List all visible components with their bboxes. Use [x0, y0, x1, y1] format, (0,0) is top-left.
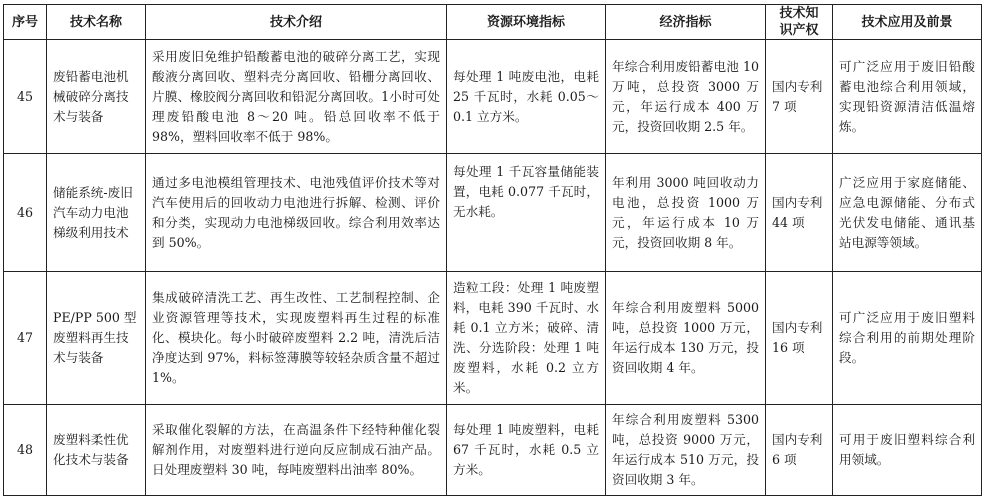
cell-ip: 国内专利 44 项 — [766, 154, 833, 272]
cell-intro: 集成破碎清洗工艺、再生改性、工艺制程控制、企业资源管理等技术，实现废塑料再生过程的标准化、模块化。每小时破碎废塑料 2.2 吨，清洗后洁净度达到 97%，料标签薄膜等较轻杂质含量不超过 1%。 — [146, 272, 447, 405]
cell-resource: 造粒工段：处理 1 吨废塑料，电耗 390 千瓦时、水耗 0.1 立方米；破碎、清洗、分选阶段：处理 1 吨废塑料，水耗 0.2 立方米。 — [447, 272, 606, 405]
cell-resource: 每处理 1 千瓦容量储能装置，电耗 0.077 千瓦时，无水耗。 — [447, 154, 606, 272]
header-ip-line-1: 技术知 — [779, 6, 819, 21]
cell-ip: 国内专利 6 项 — [766, 405, 833, 496]
cell-application: 广泛应用于家庭储能、应急电源储能、分布式光伏发电储能、通讯基站电源等领域。 — [833, 154, 982, 272]
header-row — [4, 5, 982, 40]
cell-economic: 年综合利用废塑料 5000 吨，总投资 1000 万元，年运行成本 130 万元，投资回收期 4 年。 — [606, 272, 766, 405]
header-ip-line-2: 识产权 — [779, 23, 819, 38]
cell-no: 45 — [4, 40, 47, 154]
table-row — [4, 40, 982, 154]
cell-name: 储能系统-废旧汽车动力电池梯级利用技术 — [47, 154, 146, 272]
cell-application: 可广泛应用于废旧铅酸蓄电池综合利用领域，实现铅资源清洁低温熔炼。 — [833, 40, 982, 154]
cell-no: 46 — [4, 154, 47, 272]
header-no: 序号 — [4, 5, 47, 40]
cell-economic: 年综合利用废塑料 5300 吨，总投资 9000 万元，年运行成本 510 万元，投资回收期 3 年。 — [606, 405, 766, 496]
table-row — [4, 154, 982, 272]
table-row — [4, 272, 982, 405]
cell-name: PE/PP 500 型废塑料再生技术与装备 — [47, 272, 146, 405]
cell-intro: 通过多电池模组管理技术、电池残值评价技术等对汽车使用后的回收动力电池进行拆解、检测、评价和分类，实现动力电池梯级回收。综合利用效率达到 50%。 — [146, 154, 447, 272]
cell-resource: 每处理 1 吨废电池，电耗 25 千瓦时，水耗 0.05～0.1 立方米。 — [447, 40, 606, 154]
technology-table — [3, 4, 982, 496]
cell-intro: 采取催化裂解的方法，在高温条件下经特种催化裂解剂作用，对废塑料进行逆向反应制成石油产品。日处理废塑料 30 吨，每吨废塑料出油率 80%。 — [146, 405, 447, 496]
header-economic: 经济指标 — [606, 5, 766, 40]
header-name: 技术名称 — [47, 5, 146, 40]
cell-ip: 国内专利 7 项 — [766, 40, 833, 154]
cell-ip: 国内专利 16 项 — [766, 272, 833, 405]
header-resource: 资源环境指标 — [447, 5, 606, 40]
cell-resource: 每处理 1 吨废塑料，电耗 67 千瓦时，水耗 0.5 立方米。 — [447, 405, 606, 496]
cell-intro: 采用废旧免维护铅酸蓄电池的破碎分离工艺，实现酸液分离回收、塑料壳分离回收、铅栅分离回收、片膜、橡胶阀分离回收和铅泥分离回收。1小时可处理废铅酸电池 8～20 吨。铅总回收率不低于 98%，塑料回收率不低于 98%。 — [146, 40, 447, 154]
header-ip — [766, 5, 833, 40]
cell-application: 可用于废旧塑料综合利用领域。 — [833, 405, 982, 496]
cell-name: 废铅蓄电池机械破碎分离技术与装备 — [47, 40, 146, 154]
cell-economic: 年综合利用废铅蓄电池 10 万吨，总投资 3000 万元，年运行成本 400 万元，投资回收期 2.5 年。 — [606, 40, 766, 154]
cell-application: 可广泛应用于废旧塑料综合利用的前期处理阶段。 — [833, 272, 982, 405]
cell-economic: 年利用 3000 吨回收动力电池，总投资 1000 万元，年运行成本 10 万元，投资回收期 8 年。 — [606, 154, 766, 272]
cell-no: 47 — [4, 272, 47, 405]
cell-name: 废塑料柔性优化技术与装备 — [47, 405, 146, 496]
cell-no: 48 — [4, 405, 47, 496]
header-application: 技术应用及前景 — [833, 5, 982, 40]
header-intro: 技术介绍 — [146, 5, 447, 40]
table-row — [4, 405, 982, 496]
